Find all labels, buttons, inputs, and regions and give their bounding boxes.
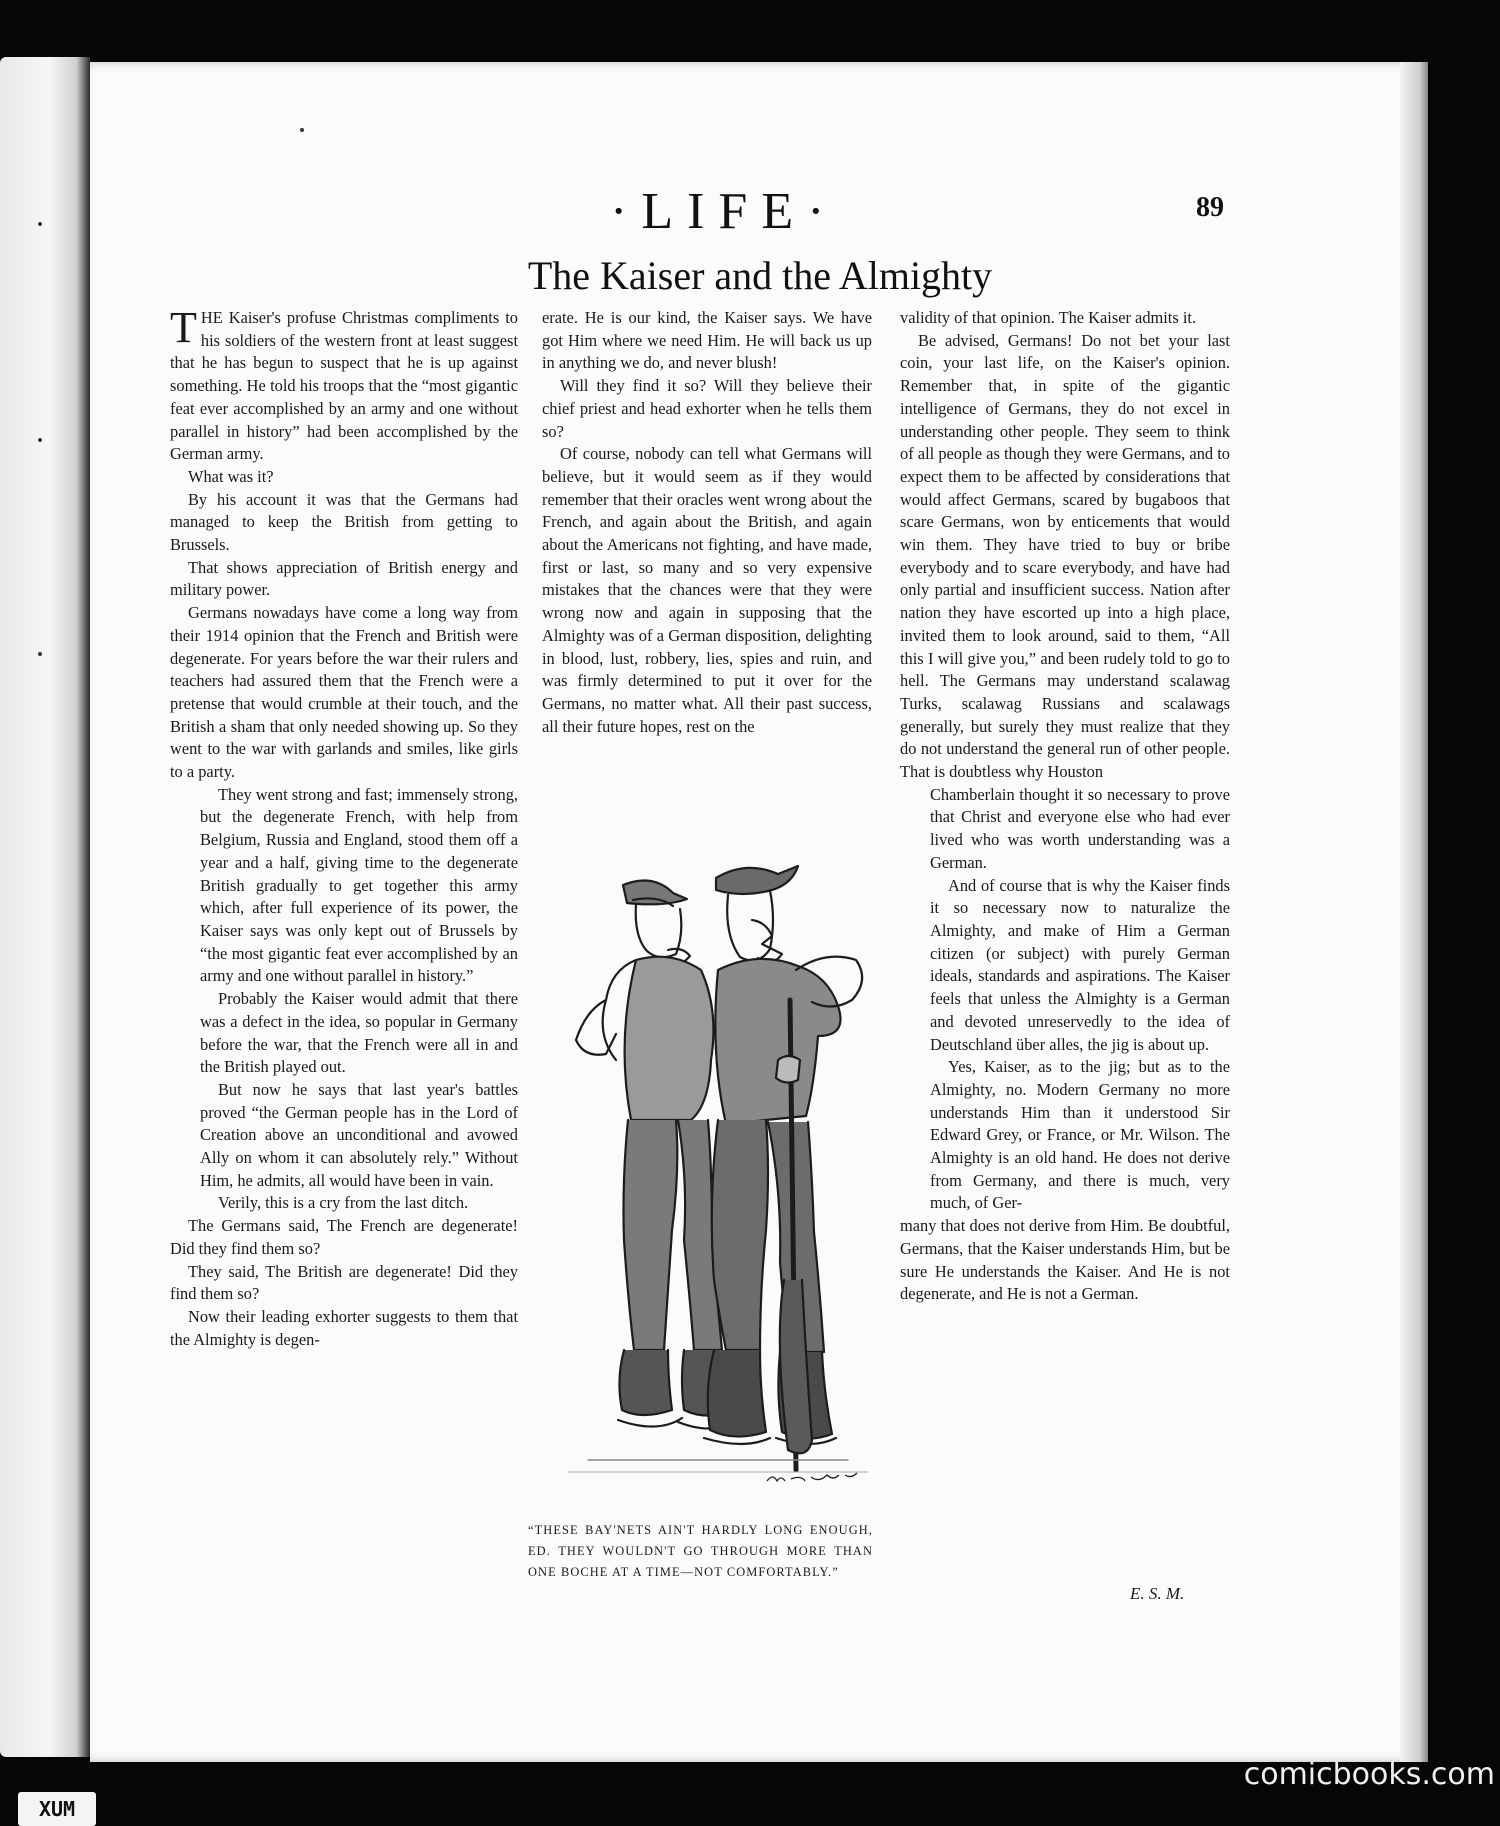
paragraph: Yes, Kaiser, as to the jig; but as to the Almighty, no. Modern Germany no more understands Him than it understood Sir Edward Grey, or France, or Mr. Wilson. The Almighty is an old hand. He does not derive from Germany, and there is much, very much, of Ger- <box>930 1057 1230 1213</box>
illustration-caption: “THESE BAY'NETS AIN'T HARDLY LONG ENOUGH, ED. THEY WOULDN'T GO THROUGH MORE THAN ONE BOCHE AT A TIME—NOT COMFORTABLY.” <box>528 1523 873 1579</box>
article-title: The Kaiser and the Almighty <box>527 253 993 298</box>
paragraph: By his account it was that the Germans had managed to keep the British from getting to Brussels. <box>170 489 518 555</box>
paragraph: validity of that opinion. The Kaiser admits it. <box>900 308 1197 327</box>
soldiers-drawing <box>528 860 890 1490</box>
indented-block <box>930 784 1230 1215</box>
scan-badge: XUM <box>18 1792 96 1826</box>
site-watermark: comicbooks.com <box>1243 1757 1495 1792</box>
paragraph: But now he says that last year's battles proved “the German people has in the Lord of Creation above an unconditional and avowed Ally on whom it can absolutely rely.” Without Him, he admits, all would have been in vain. <box>200 1079 518 1190</box>
paragraph: HE Kaiser's profuse Christmas compliments to his soldiers of the western front at least suggest that he has begun to suspect that he is up against something. He told his troops that the “most gigantic feat ever accomplished by an army and one without parallel in history” had been accomplished by the German army. <box>170 308 518 464</box>
paragraph: erate. He is our kind, the Kaiser says. We have got Him where we need Him. He will back us up in anything we do, and never blush! <box>542 308 872 373</box>
paragraph: They went strong and fast; immensely strong, but the degenerate French, with help from Belgium, Russia and England, stood them off a year and a half, giving time to the degenerate British gradually to get together this army which, after full experience of its power, the Kaiser says was only kept out of Brussels by “the most gigantic feat ever accomplished by an army and one without parallel in history.” <box>200 784 518 986</box>
paragraph: And of course that is why the Kaiser finds it so necessary now to naturalize the Almighty, and make of Him a German citizen (or subject) with purely German ideals, standards and aspirations. The Kaiser feels that unless the Almighty is a German and devoted unreservedly to the idea of Deutschland über alles, the jig is about up. <box>930 875 1230 1054</box>
scan-speck <box>38 222 42 226</box>
paragraph: Will they find it so? Will they believe their chief priest and head exhorter when he tells them so? <box>542 376 872 441</box>
paragraph: Probably the Kaiser would admit that there was a defect in the idea, so popular in Germany before the war, that the French were all in and the British played out. <box>200 989 518 1077</box>
scan-speck <box>300 128 304 132</box>
paragraph: Chamberlain thought it so necessary to prove that Christ and everyone else who had ever lived who was worth understanding was a German. <box>930 784 1230 872</box>
paragraph: The Germans said, The French are degenerate! Did they find them so? <box>170 1216 518 1258</box>
facing-page-edge <box>0 57 90 1757</box>
article-column-2 <box>542 307 872 738</box>
paragraph: That shows appreciation of British energy and military power. <box>170 557 518 600</box>
article-column-3 <box>900 307 1230 1306</box>
paragraph: Of course, nobody can tell what Germans will believe, but it would seem as if they would remember that their oracles went wrong about the French, and again about the British, and again about the Americans not fighting, and have made, first or last, so many and so very expensive mistakes that the chances were that they were wrong now and again in supposing that the Almighty was of a German disposition, delighting in blood, lust, robbery, lies, spies and ruin, and was firmly determined to put it over for the Germans, no matter what. All their past success, all their future hopes, rest on the <box>542 444 872 736</box>
author-signature: E. S. M. <box>1130 1584 1185 1603</box>
paragraph: Now their leading exhorter suggests to them that the Almighty is degen- <box>170 1306 518 1349</box>
paragraph: Germans nowadays have come a long way from their 1914 opinion that the French and British were degenerate. For years before the war their rulers and teachers had assured them that the French were a pretense that would crumble at their touch, and the British a sham that only needed showing up. So they went to the war with garlands and smiles, like girls to a party. <box>170 603 518 782</box>
scan-speck <box>38 652 42 656</box>
scan-speck <box>38 438 42 442</box>
paragraph: What was it? <box>188 466 274 486</box>
page-number: 89 <box>1196 192 1224 223</box>
paragraph: many that does not derive from Him. Be doubtful, Germans, that the Kaiser understands Him, but be sure He understands the Kaiser. And He is not degenerate, and He is not a German. <box>900 1216 1230 1304</box>
paragraph: Verily, this is a cry from the last ditch. <box>218 1193 469 1213</box>
paragraph: They said, The British are degenerate! Did they find them so? <box>170 1261 518 1304</box>
article-column-1 <box>170 303 518 1351</box>
drop-cap: T <box>170 303 197 352</box>
indented-block <box>200 784 518 1215</box>
cartoon-illustration <box>528 860 890 1490</box>
artist-signature <box>765 1472 865 1486</box>
paragraph: Be advised, Germans! Do not bet your last coin, your last life, on the Kaiser's opinion. Remember that, in spite of the gigantic intelligence of Germans, they do not excel in understanding other people. They seem to think of all people as though they were Germans, and to expect them to be affected by considerations that would affect Germans, scared by bugaboos that scare Germans, won by enticements that would win them. They have tried to buy or bribe everybody and to scare everybody, and have had only partial and insufficient success. Nation after nation they have escorted up into a high place, invited them to look around, said to them, “All this I will give you,” and been rudely told to go to hell. The Germans may understand scalawag Turks, scalawag Russians and scalawags generally, but surely they must realize that they do not understand the general run of other people. That is doubtless why Houston <box>900 330 1230 782</box>
page-edge-shadow <box>1400 62 1428 1762</box>
masthead: ·LIFE· <box>610 183 839 240</box>
